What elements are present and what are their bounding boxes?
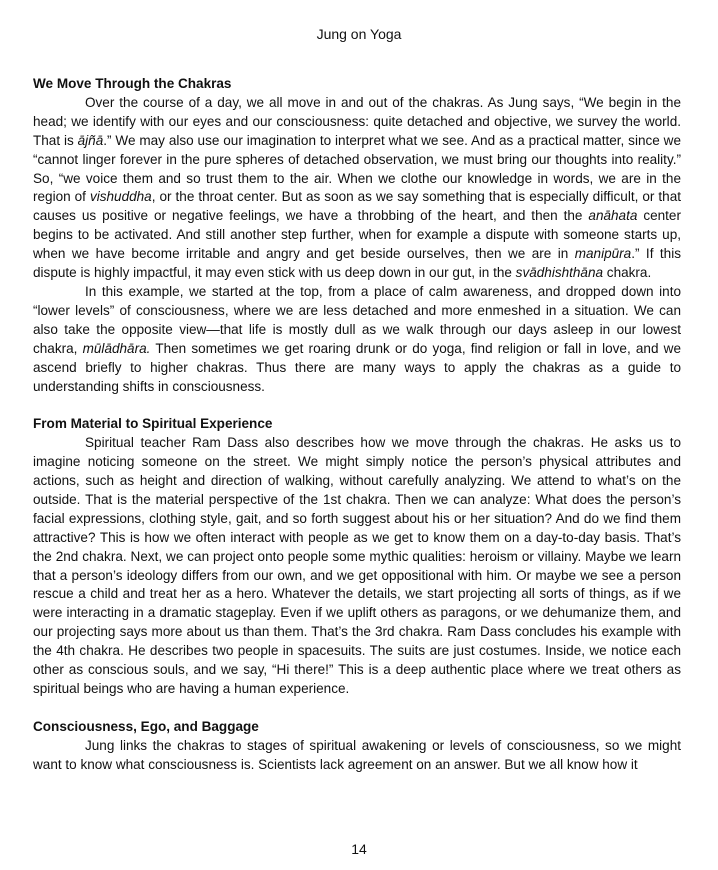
italic-term: vishuddha [89,189,152,205]
text-run: .” We may also use our imagination to interpret what we see. And as a practical matter, since we “cannot linger forever in the pure spheres of detached observation, we must bring our thoughts into reality.” So, “we voice them and so trust them to the air. When we clothe our knowledge in words, we are in the region of [33,132,681,205]
text-run: , or the throat center. But as soon as we say something that is especially difficult, or that causes us positive or negative feelings, we have a throbbing of the heart, and then the [33,189,681,224]
text-run: Jung links the chakras to stages of spiritual awakening or levels of consciousness, so we might want to know what consciousness is. Scientists lack agreement on an answer. But we all know how it [33,737,681,772]
paragraph [33,737,681,775]
italic-term: manipūra [574,246,632,262]
italic-term: svādhishthāna [515,265,604,281]
text-run: Over the course of a day, we all move in and out of the chakras. As Jung says, “We begin in the head; we identify with our eyes and our consciousness: quite detached and objective, we survey the world. That is [33,94,681,148]
italic-term: anāhata [588,208,638,224]
text-run: .” If this dispute is highly impactful, it may even stick with us deep down in our gut, in the [33,246,681,281]
section-heading: Consciousness, Ego, and Baggage [33,718,259,734]
text-run: center begins to be activated. And still another step further, when for example a dispute with someone starts up, when we have become irritable and angry and get beside ourselves, then we are in [33,208,681,262]
section-heading: From Material to Spiritual Experience [33,416,273,432]
paragraph [33,283,681,396]
italic-term: ājñā [77,132,104,148]
paragraph [33,94,681,283]
page-number: 14 [351,841,367,857]
running-header: Jung on Yoga [316,26,402,42]
paragraph [33,434,681,699]
body-text [33,75,681,775]
section-heading: We Move Through the Chakras [33,76,232,91]
text-run: chakra. [603,265,652,281]
italic-term: mūlādhāra. [82,340,151,356]
section [33,75,681,396]
section [33,718,681,775]
section [33,415,681,699]
text-run: Spiritual teacher Ram Dass also describes how we move through the chakras. He asks us to imagine noticing someone on the street. We might simply notice the person’s physical attributes and actions, such as height and direction of walking, without carefully analyzing. We attend to what’s on the outside. That is the material perspective of the 1st chakra. Then we can analyze: What does the person’s facial expressions, clothing style, gait, and so forth suggest about his or her situation? And do we find them attractive? This is how we often interact with people as we get to know them on a day-to-day basis. That’s the 2nd chakra. Next, we can project onto people some mythic qualities: heroism or villainy. Maybe we learn that a person’s ideology differs from our own, and we get oppositional with him. Or maybe we see a person rescue a child and treat her as a hero. Whatever the details, we start projecting all sorts of things, as if we were interacting in a dramatic stageplay. Even if we uplift others as paragons, or we dehumanize them, and our projecting says more about us than them. That’s the 3rd chakra. Ram Dass concludes his example with the 4th chakra. He describes two people in spacesuits. The suits are just costumes. Inside, we notice each other as conscious souls, and we say, “Hi there!” This is a deep authentic place where we treat others as spiritual beings who are having a human experience. [33,435,681,696]
text-run: In this example, we started at the top, from a place of calm awareness, and dropped down into “lower levels” of consciousness, where we are less detached and more enmeshed in a situation. We can also take the opposite view—that life is mostly dull as we walk through our days asleep in our lowest chakra, [33,283,681,356]
text-run: Then sometimes we get roaring drunk or do yoga, find religion or fall in love, and we ascend briefly to higher chakras. Thus there are many ways to apply the chakras as a guide to understanding shifts in consciousness. [33,340,681,394]
